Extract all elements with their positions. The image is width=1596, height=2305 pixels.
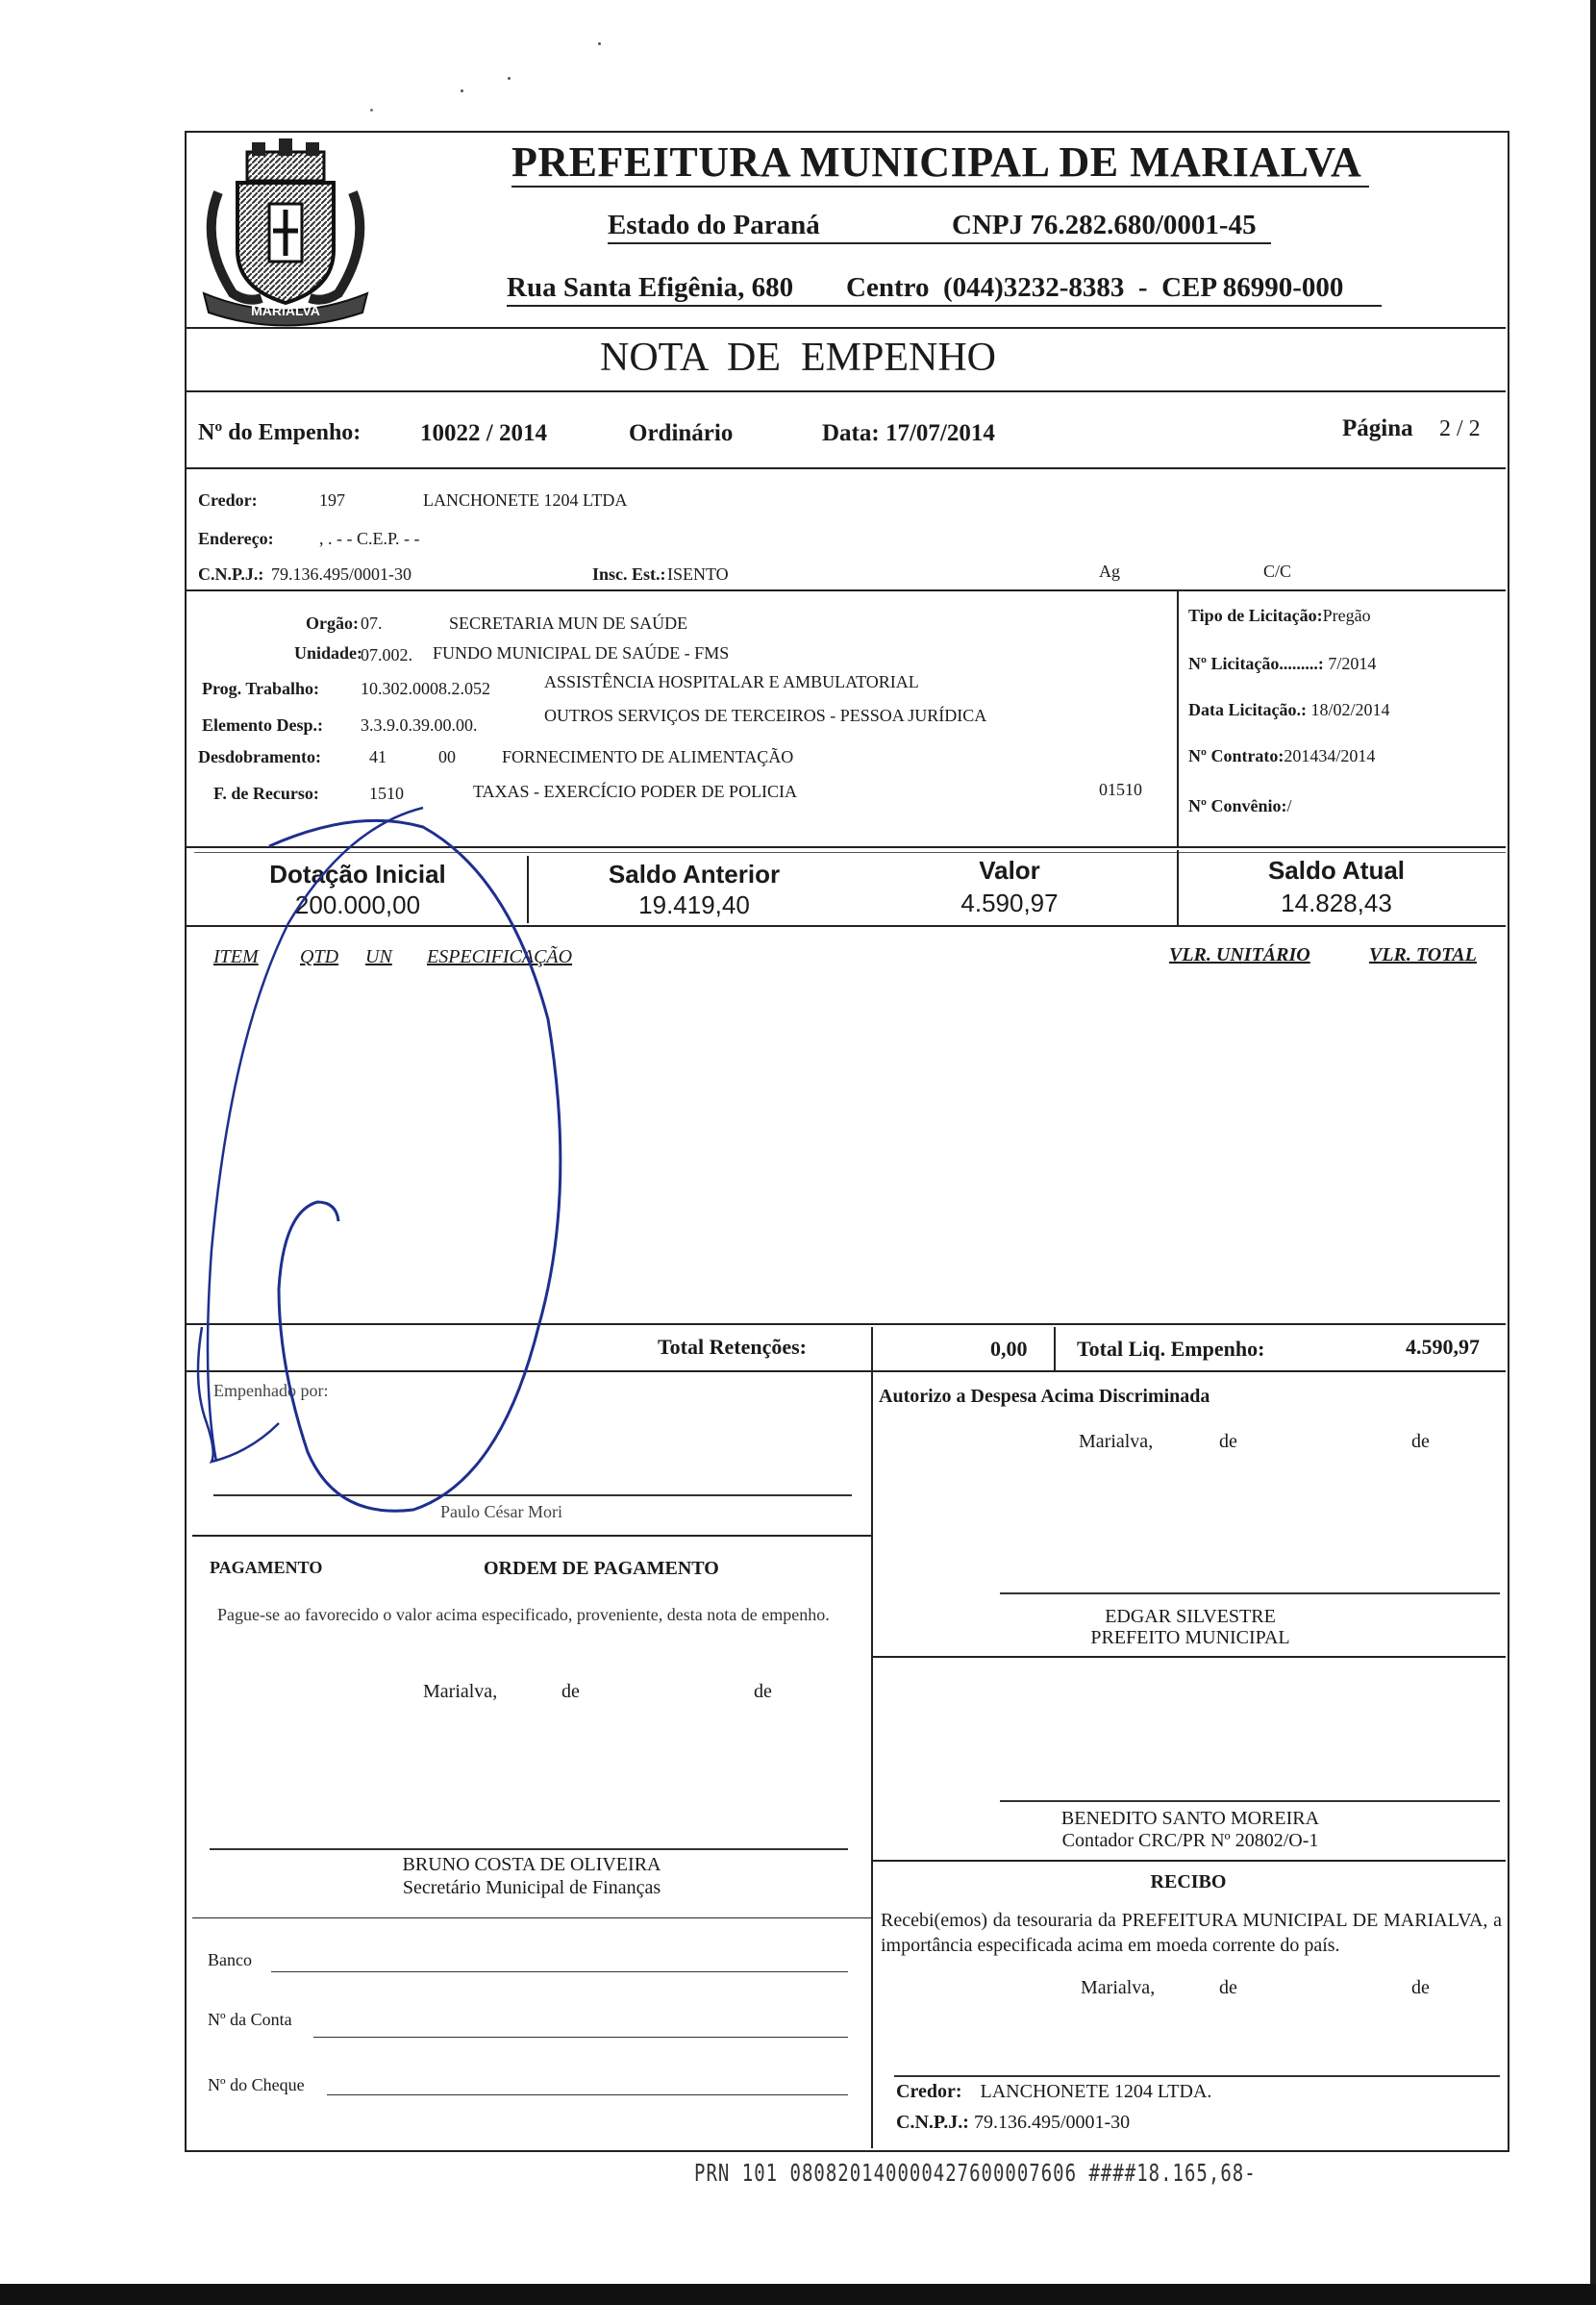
prefeito-signature-line xyxy=(1000,1592,1500,1594)
empenhado-label: Empenhado por: xyxy=(213,1381,329,1400)
saldo-divider xyxy=(1177,850,1179,925)
items-header-especificacao: ESPECIFICAÇÃO xyxy=(427,946,573,967)
recibo-credor-label: Credor: xyxy=(896,2081,962,2102)
pagamento-label: PAGAMENTO xyxy=(210,1558,323,1577)
numero-licitacao-label: Nº Licitação.........: xyxy=(1188,654,1324,673)
header-title: PREFEITURA MUNICIPAL DE MARIALVA xyxy=(511,138,1362,186)
vertical-divider xyxy=(1177,589,1179,847)
saldo-atual-value: 14.828,43 xyxy=(1281,889,1392,917)
header-district-phone-cep: Centro (044)3232-8383 - CEP 86990-000 xyxy=(846,272,1344,303)
tipo-licitacao-value: Pregão xyxy=(1322,606,1371,625)
items-header-unit-value: VLR. UNITÁRIO xyxy=(1169,944,1310,965)
credor-label: Credor: xyxy=(198,490,258,510)
autorizo-place: Marialva, xyxy=(1079,1431,1154,1452)
convenio-value: / xyxy=(1286,796,1292,815)
prog-name: ASSISTÊNCIA HOSPITALAR E AMBULATORIAL xyxy=(544,672,919,691)
elemento-code: 3.3.9.0.39.00.00. xyxy=(361,715,478,735)
secretario-name: BRUNO COSTA DE OLIVEIRA xyxy=(402,1854,661,1875)
retencoes-value: 0,00 xyxy=(990,1337,1028,1361)
recibo-place: Marialva, xyxy=(1081,1977,1156,1998)
tipo-licitacao-label: Tipo de Licitação: xyxy=(1188,606,1323,625)
contador-title: Contador CRC/PR Nº 20802/O-1 xyxy=(1061,1830,1319,1851)
recibo-cnpj xyxy=(896,2112,1130,2134)
conta-label[interactable]: Nº da Conta xyxy=(208,2010,292,2029)
scan-speck xyxy=(508,77,511,80)
saldo-anterior-value: 19.419,40 xyxy=(638,890,750,919)
scan-speck xyxy=(461,89,463,92)
cheque-label[interactable]: Nº do Cheque xyxy=(208,2075,305,2094)
fonte-code: 1510 xyxy=(369,784,404,803)
contador-signature-line xyxy=(1000,1800,1500,1802)
numero-licitacao-value: 7/2014 xyxy=(1328,654,1377,673)
recibo-cnpj-value: 79.136.495/0001-30 xyxy=(973,2112,1131,2133)
signature-mark xyxy=(173,789,654,1519)
autorizo-de1: de xyxy=(1219,1431,1237,1452)
unidade-name: FUNDO MUNICIPAL DE SAÚDE - FMS xyxy=(433,643,730,663)
recibo-de2: de xyxy=(1411,1977,1430,1998)
numero-licitacao xyxy=(1188,654,1376,674)
cheque-field[interactable] xyxy=(327,2094,848,2095)
desdobramento-name: FORNECIMENTO DE ALIMENTAÇÃO xyxy=(502,747,794,766)
empenho-date: Data: 17/07/2014 xyxy=(822,420,995,446)
prefeito-title: PREFEITO MUNICIPAL xyxy=(1090,1627,1290,1648)
unidade-code: 07.002. xyxy=(361,645,412,664)
secretario-title: Secretário Municipal de Finanças xyxy=(402,1877,661,1898)
recibo-text: Recebi(emos) da tesouraria da PREFEITURA MUNICIPAL DE MARIALVA, a importância especificada acima em moeda corrente do país. xyxy=(881,1910,1502,1956)
pagamento-de2: de xyxy=(754,1681,772,1702)
scan-speck xyxy=(598,42,601,45)
empenho-type: Ordinário xyxy=(629,420,734,446)
recibo-title: RECIBO xyxy=(1150,1871,1227,1892)
barcode-text: PRN 101 080820140000427600007606 ####18.165,68- xyxy=(694,2160,1257,2188)
retencoes-label: Total Retenções: xyxy=(658,1335,807,1359)
empenho-number: 10022 / 2014 xyxy=(420,420,547,446)
secretario-signature-line xyxy=(210,1848,848,1850)
insc-value: ISENTO xyxy=(667,564,729,584)
saldo-atual-label: Saldo Atual xyxy=(1267,856,1406,885)
prefeito-name: EDGAR SILVESTRE xyxy=(1105,1606,1276,1627)
convenio xyxy=(1188,796,1291,816)
divider xyxy=(185,390,1506,392)
svg-text:MARIALVA: MARIALVA xyxy=(251,303,320,318)
autorizo-label: Autorizo a Despesa Acima Discriminada xyxy=(879,1386,1210,1407)
ordem-pagamento-title: ORDEM DE PAGAMENTO xyxy=(484,1558,719,1579)
divider xyxy=(185,327,1506,329)
divider xyxy=(185,589,1506,591)
orgao-code: 07. xyxy=(361,614,383,633)
page-number: 2 / 2 xyxy=(1439,416,1481,441)
elemento-label: Elemento Desp.: xyxy=(202,715,323,735)
ag-label: Ag xyxy=(1099,562,1120,581)
recibo-signature-line xyxy=(894,2075,1500,2077)
data-licitacao-value: 18/02/2014 xyxy=(1310,700,1390,719)
data-licitacao-label: Data Licitação.: xyxy=(1188,700,1307,719)
recibo-credor-value: LANCHONETE 1204 LTDA. xyxy=(980,2081,1212,2102)
items-header-qtd: QTD xyxy=(300,946,339,967)
contador-name: BENEDITO SANTO MOREIRA xyxy=(1060,1808,1320,1829)
desdobramento-code2: 00 xyxy=(438,747,456,766)
dotacao-label: Dotação Inicial xyxy=(269,860,446,889)
header-address-underline xyxy=(507,305,1382,307)
contrato xyxy=(1188,746,1375,766)
items-header-un: UN xyxy=(365,946,392,967)
prog-label: Prog. Trabalho: xyxy=(202,679,320,698)
dotacao-value: 200.000,00 xyxy=(294,890,421,919)
header-address: Rua Santa Efigênia, 680 xyxy=(507,272,794,303)
divider xyxy=(192,1917,871,1918)
totais-divider xyxy=(871,1327,873,1371)
credor-name: LANCHONETE 1204 LTDA xyxy=(423,490,628,510)
scan-bottom-bar xyxy=(0,2284,1596,2305)
divider xyxy=(185,467,1506,469)
coat-of-arms-icon xyxy=(194,135,377,327)
fonte-name: TAXAS - EXERCÍCIO PODER DE POLICIA xyxy=(473,782,798,801)
divider xyxy=(192,1535,871,1537)
center-vertical-divider xyxy=(871,1370,873,2148)
header-title-underline xyxy=(511,186,1369,188)
valor-label: Valor xyxy=(979,856,1040,885)
empenhado-name: Paulo César Mori xyxy=(440,1502,562,1521)
header-cnpj: CNPJ 76.282.680/0001-45 xyxy=(952,210,1257,240)
desdobramento-label: Desdobramento: xyxy=(198,747,321,766)
pagamento-de1: de xyxy=(561,1681,580,1702)
contrato-label: Nº Contrato: xyxy=(1188,746,1284,765)
doc-title: NOTA DE EMPENHO xyxy=(600,336,996,380)
fonte-label: F. de Recurso: xyxy=(213,784,319,803)
data-licitacao xyxy=(1188,700,1389,720)
empenho-number-label: Nº do Empenho: xyxy=(198,420,362,445)
credor-code: 197 xyxy=(319,490,345,510)
items-header-total-value: VLR. TOTAL xyxy=(1369,944,1477,965)
fonte-code2: 01510 xyxy=(1099,780,1142,799)
elemento-name: OUTROS SERVIÇOS DE TERCEIROS - PESSOA JURÍDICA xyxy=(544,706,987,725)
desdobramento-code1: 41 xyxy=(369,747,387,766)
header-state: Estado do Paraná xyxy=(608,210,820,240)
pagamento-place: Marialva, xyxy=(423,1681,498,1702)
recibo-de1: de xyxy=(1219,1977,1237,1998)
page-label: Página xyxy=(1342,415,1413,441)
scan-speck xyxy=(370,109,373,112)
orgao-label: Orgão: xyxy=(306,614,359,633)
prog-code: 10.302.0008.2.052 xyxy=(361,679,490,698)
divider xyxy=(871,1860,1506,1862)
endereco-value: , . - - C.E.P. - - xyxy=(319,529,420,548)
recibo-cnpj-label: C.N.P.J.: xyxy=(896,2112,969,2133)
divider xyxy=(871,1656,1506,1658)
header-state-underline xyxy=(608,242,1271,244)
total-liquido-label: Total Liq. Empenho: xyxy=(1077,1337,1265,1361)
banco-field[interactable] xyxy=(271,1971,848,1972)
convenio-label: Nº Convênio: xyxy=(1188,796,1287,815)
unidade-label: Unidade: xyxy=(294,643,363,663)
insc-label: Insc. Est.: xyxy=(592,564,666,584)
credor-cnpj-label: C.N.P.J.: xyxy=(198,564,264,584)
items-header-item: ITEM xyxy=(213,946,259,967)
recibo-credor xyxy=(896,2081,1211,2103)
contrato-value: 201434/2014 xyxy=(1284,746,1376,765)
saldo-anterior-label: Saldo Anterior xyxy=(608,860,781,889)
pagamento-text: Pague-se ao favorecido o valor acima especificado, proveniente, desta nota de empenho. xyxy=(217,1605,830,1624)
valor-value: 4.590,97 xyxy=(960,889,1059,917)
cc-label: C/C xyxy=(1263,562,1292,581)
orgao-name: SECRETARIA MUN DE SAÚDE xyxy=(449,614,688,633)
total-liquido-value: 4.590,97 xyxy=(1406,1335,1480,1359)
endereco-label: Endereço: xyxy=(198,529,274,548)
banco-label[interactable]: Banco xyxy=(208,1950,252,1969)
tipo-licitacao xyxy=(1188,606,1371,626)
autorizo-de2: de xyxy=(1411,1431,1430,1452)
credor-cnpj-value: 79.136.495/0001-30 xyxy=(271,564,411,584)
conta-field[interactable] xyxy=(313,2037,848,2038)
totais-divider xyxy=(1054,1327,1056,1371)
